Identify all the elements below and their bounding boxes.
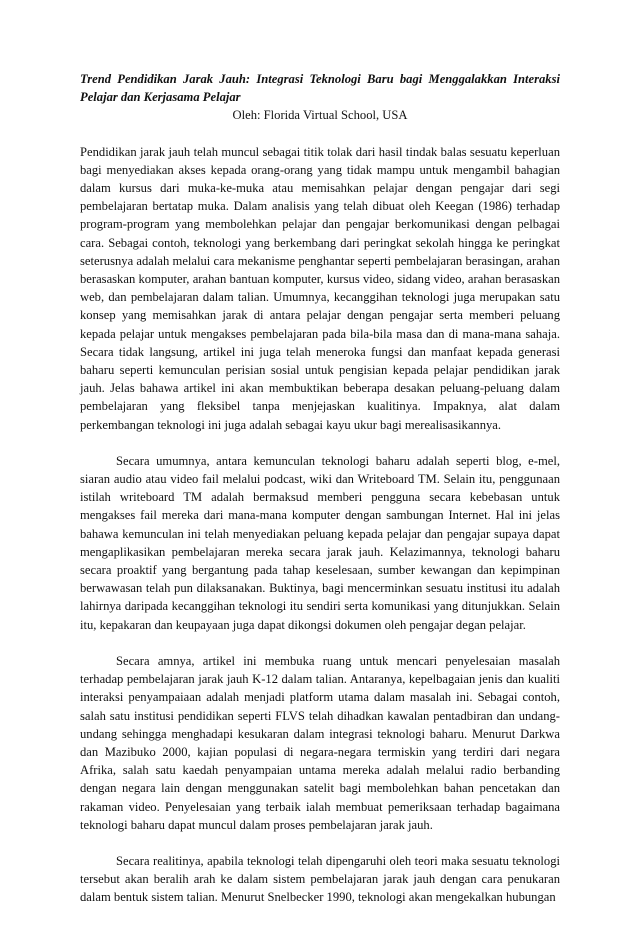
paragraph-1: Pendidikan jarak jauh telah muncul sebagai titik tolak dari hasil tindak balas sesuatu keperluan bagi menyediakan akses kepada orang-orang yang tidak mampu untuk mengambil bahagian dalam kursus dari muka-ke-muka atau memisahkan pelajar dengan pengajar dari segi pembelajaran bertatap muka. Dalam analisis yang telah dibuat oleh Keegan (1986) terhadap program-program yang membolehkan pelajar dan pengajar berkomunikasi dengan pelbagai cara. Sebagai contoh, teknologi yang berkembang dari peringkat sekolah hingga ke peringkat seterusnya adalah melalui cara mekanisme penghantar seperti pembelajaran berasingan, arahan berasaskan komputer, arahan bantuan komputer, kursus video, sidang video, arahan berasaskan web, dan pembelajaran dalam talian. Umumnya, kecanggihan teknologi juga merupakan satu konsep yang memisahkan jarak di antara pelajar dengan pengajar serta memberi peluang kepada pelajar untuk mengakses pembelajaran pada bila-bila masa dan di mana-mana sahaja. Secara tidak langsung, artikel ini juga telah meneroka fungsi dan manfaat kepada generasi baharu seperti kemunculan perisian sosial untuk pengisian kepada pelajar pendidikan jarak jauh. Jelas bahawa artikel ini akan membuktikan beberapa desakan peluang-peluang dalam pembelajaran yang fleksibel tanpa menjejaskan kualitinya. Impaknya, alat dalam perkembangan teknologi ini juga adalah sebagai kayu ukur bagi merealisasikannya.	[80, 144, 560, 432]
document-body	[80, 70, 560, 925]
paragraph-2: Secara umumnya, antara kemunculan teknologi baharu adalah seperti blog, e-mel, siaran audio atau video fail melalui podcast, wiki dan Writeboard TM. Selain itu, penggunaan istilah writeboard TM adalah bermaksud memberi pengguna secara kebebasan untuk mengakses fail mereka dari mana-mana komputer dengan sambungan Internet. Hal ini jelas bahawa kemunculan ini telah menyediakan peluang kepada pelajar dan pengajar supaya dapat mengaplikasikan pembelajaran mereka secara jarak jauh. Kelazimannya, teknologi baharu secara proaktif yang bergantung pada tahap keselesaan, sumber kewangan dan kepimpinan berwawasan telah pun dilaksanakan. Buktinya, bagi mencerminkan sesuatu institusi itu adalah lahirnya daripada kecanggihan teknologi itu sendiri serta komunikasi yang ditunjukkan. Selain itu, kepakaran dan keupayaan juga dapat dikongsi dokumen oleh pengajar degan pelajar.	[80, 453, 560, 632]
document-title: Trend Pendidikan Jarak Jauh: Integrasi Teknologi Baru bagi Menggalakkan Interaksi Pelajar dan Kerjasama Pelajar	[80, 72, 560, 105]
document-byline: Oleh: Florida Virtual School, USA	[232, 108, 408, 123]
paragraph-3: Secara amnya, artikel ini membuka ruang untuk mencari penyelesaian masalah terhadap pembelajaran jarak jauh K-12 dalam talian. Antaranya, kepelbagaian jenis dan kualiti interaksi penyampaiaan adalah menjadi platform utama dalam masalah ini. Sebagai contoh, salah satu institusi pendidikan seperti FLVS telah dihadkan kawalan pentadbiran dan undang-undang sehingga menghadapi kesukaran dalam integrasi teknologi baharu. Menurut Darkwa dan Mazibuko 2000, kajian populasi di negara-negara termiskin yang terdiri dari negara Afrika, salah satu kaedah penyampaian untama mereka adalah melalui radio berbanding dengan negara lain dengan menggunakan satelit bagi membolehkan bahan pencetakan dan rakaman video. Penyelesaian yang terbaik ialah membuat pemeriksaan terhadap bagaimana teknologi baharu dapat muncul dalam proses pembelajaran jarak jauh.	[80, 653, 560, 832]
paragraph-4: Secara realitinya, apabila teknologi telah dipengaruhi oleh teori maka sesuatu teknologi tersebut akan beralih arah ke dalam sistem pembelajaran jarak jauh dengan cara penukaran dalam bentuk sistem talian. Menurut Snelbecker 1990, teknologi akan mengekalkan hubungan	[80, 853, 560, 905]
